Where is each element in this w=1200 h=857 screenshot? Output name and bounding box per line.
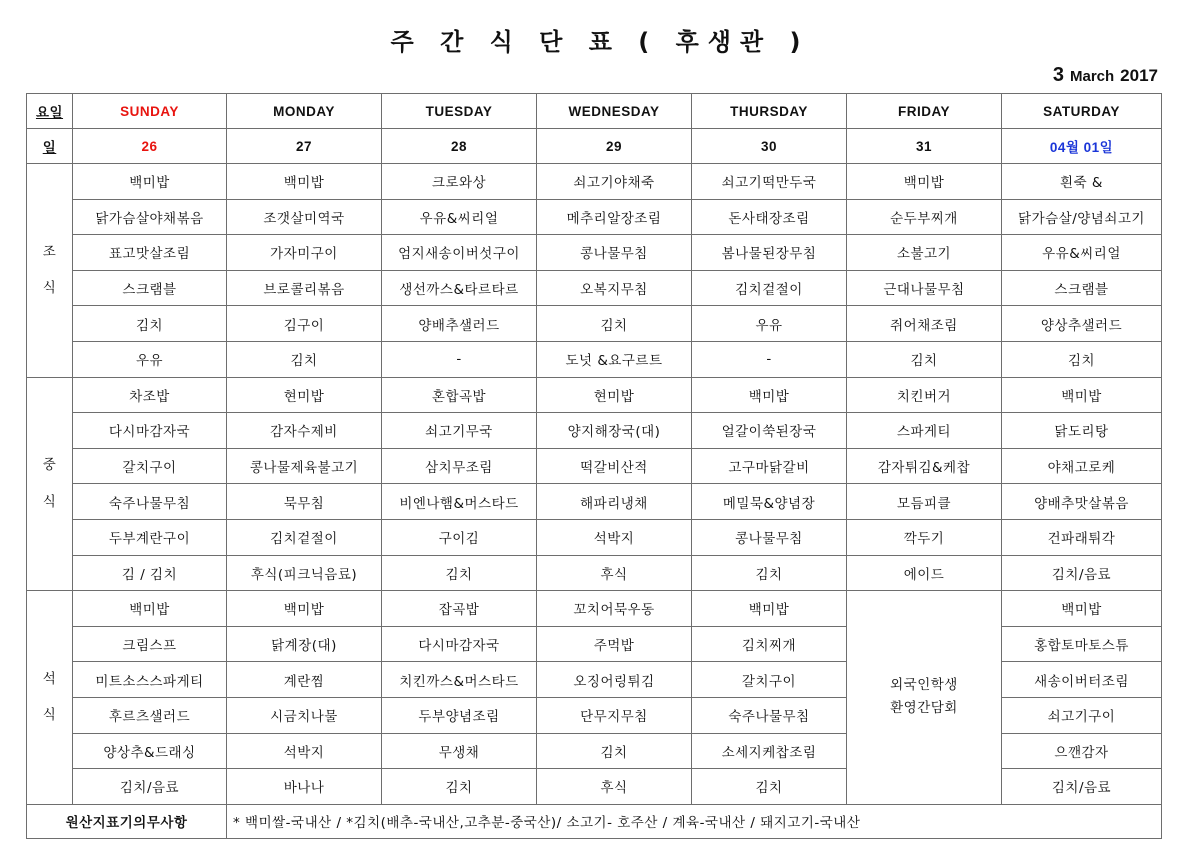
lunch-item-thursday: 백미밥: [692, 377, 847, 413]
dinner-item-sunday: 후르츠샐러드: [73, 697, 227, 733]
breakfast-item-thursday: 쇠고기떡만두국: [692, 164, 847, 200]
breakfast-item-wednesday: 오복지무침: [537, 270, 692, 306]
dinner-friday-event: [847, 591, 1002, 805]
dinner-item-thursday: 숙주나물무침: [692, 697, 847, 733]
dinner-item-monday: 백미밥: [227, 591, 382, 627]
weekday-row: [27, 94, 1162, 129]
lunch-item-sunday: 다시마감자국: [73, 413, 227, 449]
breakfast-item-thursday: 김치겉절이: [692, 270, 847, 306]
weekly-menu-table: [26, 93, 1162, 839]
lunch-item-sunday: 차조밥: [73, 377, 227, 413]
dinner-item-sunday: 백미밥: [73, 591, 227, 627]
dinner-item-wednesday: 꼬치어묵우동: [537, 591, 692, 627]
breakfast-item-saturday: 김치: [1002, 341, 1162, 377]
lunch-row: [27, 484, 1162, 520]
dinner-item-monday: 석박지: [227, 733, 382, 769]
lunch-row: [27, 413, 1162, 449]
day-name-wednesday: WEDNESDAY: [537, 94, 692, 129]
dinner-item-saturday: 으깬감자: [1002, 733, 1162, 769]
lunch-item-tuesday: 혼합곡밥: [382, 377, 537, 413]
breakfast-item-sunday: 표고맛살조림: [73, 235, 227, 271]
lunch-item-friday: 깍두기: [847, 519, 1002, 555]
dinner-item-tuesday: 김치: [382, 769, 537, 805]
lunch-item-saturday: 야채고로케: [1002, 448, 1162, 484]
breakfast-item-friday: 소불고기: [847, 235, 1002, 271]
dinner-item-saturday: 쇠고기구이: [1002, 697, 1162, 733]
breakfast-item-wednesday: 도넛 &요구르트: [537, 341, 692, 377]
date-friday: 31: [847, 129, 1002, 164]
origin-notice-text: * 백미쌀-국내산 / *김치(배추-국내산,고추분-중국산)/ 소고기- 호주산 / 계육-국내산 / 돼지고기-국내산: [227, 804, 1162, 838]
lunch-item-saturday: 닭도리탕: [1002, 413, 1162, 449]
lunch-item-saturday: 김치/음료: [1002, 555, 1162, 591]
dinner-item-wednesday: 단무지무침: [537, 697, 692, 733]
lunch-item-thursday: 메밀묵&양념장: [692, 484, 847, 520]
day-name-friday: FRIDAY: [847, 94, 1002, 129]
dinner-item-sunday: 양상추&드래싱: [73, 733, 227, 769]
dinner-item-tuesday: 잡곡밥: [382, 591, 537, 627]
dinner-row: [27, 591, 1162, 627]
lunch-item-saturday: 건파래튀각: [1002, 519, 1162, 555]
breakfast-item-thursday: 우유: [692, 306, 847, 342]
breakfast-label-line1: 조: [42, 243, 57, 260]
lunch-item-tuesday: 구이김: [382, 519, 537, 555]
dinner-item-wednesday: 주먹밥: [537, 626, 692, 662]
breakfast-row: [27, 164, 1162, 200]
date-month: March: [1069, 68, 1115, 85]
date-monday: 27: [227, 129, 382, 164]
date-sunday: 26: [73, 129, 227, 164]
lunch-item-friday: 스파게티: [847, 413, 1002, 449]
dinner-item-saturday: 홍합토마토스튜: [1002, 626, 1162, 662]
dinner-item-tuesday: 두부양념조림: [382, 697, 537, 733]
lunch-item-friday: 에이드: [847, 555, 1002, 591]
breakfast-item-monday: 가자미구이: [227, 235, 382, 271]
breakfast-item-tuesday: -: [382, 341, 537, 377]
lunch-item-monday: 묵무침: [227, 484, 382, 520]
breakfast-item-saturday: 양상추샐러드: [1002, 306, 1162, 342]
dinner-item-monday: 시금치나물: [227, 697, 382, 733]
dinner-item-tuesday: 무생채: [382, 733, 537, 769]
lunch-item-sunday: 갈치구이: [73, 448, 227, 484]
dinner-label-line1: 석: [42, 670, 57, 687]
dinner-label-line2: 식: [42, 707, 57, 724]
dinner-item-thursday: 김치: [692, 769, 847, 805]
origin-notice-label: 원산지표기의무사항: [27, 804, 227, 838]
lunch-item-tuesday: 김치: [382, 555, 537, 591]
date-wednesday: 29: [537, 129, 692, 164]
lunch-item-thursday: 얼갈이쑥된장국: [692, 413, 847, 449]
breakfast-item-wednesday: 콩나물무침: [537, 235, 692, 271]
breakfast-item-friday: 김치: [847, 341, 1002, 377]
dinner-item-thursday: 백미밥: [692, 591, 847, 627]
lunch-item-wednesday: 현미밥: [537, 377, 692, 413]
lunch-item-thursday: 콩나물무침: [692, 519, 847, 555]
lunch-item-friday: 치킨버거: [847, 377, 1002, 413]
breakfast-item-tuesday: 양배추샐러드: [382, 306, 537, 342]
dinner-label: [27, 591, 73, 805]
dinner-item-sunday: 미트소스스파게티: [73, 662, 227, 698]
breakfast-item-sunday: 스크램블: [73, 270, 227, 306]
breakfast-item-friday: 근대나물무침: [847, 270, 1002, 306]
lunch-item-friday: 모듬피클: [847, 484, 1002, 520]
breakfast-item-sunday: 닭가슴살야채볶음: [73, 199, 227, 235]
lunch-item-monday: 콩나물제육불고기: [227, 448, 382, 484]
breakfast-item-tuesday: 생선까스&타르타르: [382, 270, 537, 306]
lunch-item-saturday: 백미밥: [1002, 377, 1162, 413]
lunch-item-thursday: 김치: [692, 555, 847, 591]
breakfast-item-sunday: 김치: [73, 306, 227, 342]
breakfast-item-sunday: 백미밥: [73, 164, 227, 200]
day-name-saturday: SATURDAY: [1002, 94, 1162, 129]
breakfast-item-tuesday: 크로와상: [382, 164, 537, 200]
breakfast-item-friday: 쥐어채조림: [847, 306, 1002, 342]
breakfast-item-monday: 김치: [227, 341, 382, 377]
lunch-label-line1: 중: [42, 457, 57, 474]
breakfast-label: [27, 164, 73, 378]
page-title: 주 간 식 단 표 ( 후생관 ): [390, 28, 810, 56]
document-date: [1053, 64, 1158, 87]
lunch-item-wednesday: 석박지: [537, 519, 692, 555]
dinner-item-thursday: 소세지케찹조림: [692, 733, 847, 769]
lunch-row: [27, 555, 1162, 591]
lunch-item-wednesday: 양지해장국(대): [537, 413, 692, 449]
lunch-item-tuesday: 비엔나햄&머스타드: [382, 484, 537, 520]
dinner-item-monday: 바나나: [227, 769, 382, 805]
breakfast-item-wednesday: 메추리알장조림: [537, 199, 692, 235]
weekday-label: 요일: [27, 94, 73, 129]
dinner-item-wednesday: 김치: [537, 733, 692, 769]
breakfast-row: [27, 270, 1162, 306]
lunch-row: [27, 377, 1162, 413]
date-row: [27, 129, 1162, 164]
breakfast-item-wednesday: 쇠고기야채죽: [537, 164, 692, 200]
breakfast-item-saturday: 스크램블: [1002, 270, 1162, 306]
date-thursday: 30: [692, 129, 847, 164]
lunch-item-tuesday: 쇠고기무국: [382, 413, 537, 449]
day-name-monday: MONDAY: [227, 94, 382, 129]
breakfast-item-tuesday: 우유&씨리얼: [382, 199, 537, 235]
lunch-item-sunday: 두부계란구이: [73, 519, 227, 555]
breakfast-item-monday: 백미밥: [227, 164, 382, 200]
lunch-row: [27, 448, 1162, 484]
breakfast-item-friday: 백미밥: [847, 164, 1002, 200]
lunch-item-monday: 현미밥: [227, 377, 382, 413]
lunch-item-wednesday: 후식: [537, 555, 692, 591]
lunch-item-wednesday: 떡갈비산적: [537, 448, 692, 484]
breakfast-item-sunday: 우유: [73, 341, 227, 377]
breakfast-item-thursday: 돈사태장조림: [692, 199, 847, 235]
lunch-item-sunday: 숙주나물무침: [73, 484, 227, 520]
dinner-item-thursday: 김치찌개: [692, 626, 847, 662]
day-name-sunday: SUNDAY: [73, 94, 227, 129]
dinner-item-sunday: 크림스프: [73, 626, 227, 662]
dinner-item-tuesday: 다시마감자국: [382, 626, 537, 662]
breakfast-item-thursday: -: [692, 341, 847, 377]
date-day: 3: [1052, 64, 1064, 86]
dinner-item-wednesday: 오징어링튀김: [537, 662, 692, 698]
dinner-item-saturday: 백미밥: [1002, 591, 1162, 627]
breakfast-item-monday: 조갯살미역국: [227, 199, 382, 235]
friday-event-line2: 환영간담회: [890, 700, 958, 717]
lunch-label-line2: 식: [42, 493, 57, 510]
dinner-item-thursday: 갈치구이: [692, 662, 847, 698]
breakfast-item-wednesday: 김치: [537, 306, 692, 342]
dinner-item-saturday: 새송이버터조림: [1002, 662, 1162, 698]
breakfast-item-monday: 브로콜리볶음: [227, 270, 382, 306]
breakfast-item-saturday: 닭가슴살/양념쇠고기: [1002, 199, 1162, 235]
lunch-item-saturday: 양배추맛살볶음: [1002, 484, 1162, 520]
day-name-tuesday: TUESDAY: [382, 94, 537, 129]
breakfast-item-saturday: 흰죽 &: [1002, 164, 1162, 200]
lunch-row: [27, 519, 1162, 555]
breakfast-row: [27, 341, 1162, 377]
date-saturday: 04월 01일: [1002, 129, 1162, 164]
breakfast-row: [27, 306, 1162, 342]
dinner-item-tuesday: 치킨까스&머스타드: [382, 662, 537, 698]
friday-event-line1: 외국인학생: [890, 676, 958, 693]
dinner-item-sunday: 김치/음료: [73, 769, 227, 805]
lunch-item-sunday: 김 / 김치: [73, 555, 227, 591]
date-year: 2017: [1120, 66, 1158, 85]
lunch-item-monday: 후식(피크닉음료): [227, 555, 382, 591]
lunch-item-friday: 감자튀김&케찹: [847, 448, 1002, 484]
dinner-item-saturday: 김치/음료: [1002, 769, 1162, 805]
lunch-label: [27, 377, 73, 591]
breakfast-item-friday: 순두부찌개: [847, 199, 1002, 235]
breakfast-label-line2: 식: [42, 280, 57, 297]
date-tuesday: 28: [382, 129, 537, 164]
breakfast-item-thursday: 봄나물된장무침: [692, 235, 847, 271]
dinner-item-monday: 계란찜: [227, 662, 382, 698]
breakfast-item-saturday: 우유&씨리얼: [1002, 235, 1162, 271]
breakfast-item-tuesday: 엄지새송이버섯구이: [382, 235, 537, 271]
breakfast-row: [27, 199, 1162, 235]
origin-notice-row: [27, 804, 1162, 838]
lunch-item-thursday: 고구마닭갈비: [692, 448, 847, 484]
lunch-item-wednesday: 해파리냉채: [537, 484, 692, 520]
lunch-item-tuesday: 삼치무조림: [382, 448, 537, 484]
lunch-item-monday: 김치겉절이: [227, 519, 382, 555]
breakfast-item-monday: 김구이: [227, 306, 382, 342]
dinner-item-monday: 닭계장(대): [227, 626, 382, 662]
date-label: 일: [27, 129, 73, 164]
breakfast-row: [27, 235, 1162, 271]
day-name-thursday: THURSDAY: [692, 94, 847, 129]
dinner-item-wednesday: 후식: [537, 769, 692, 805]
lunch-item-monday: 감자수제비: [227, 413, 382, 449]
